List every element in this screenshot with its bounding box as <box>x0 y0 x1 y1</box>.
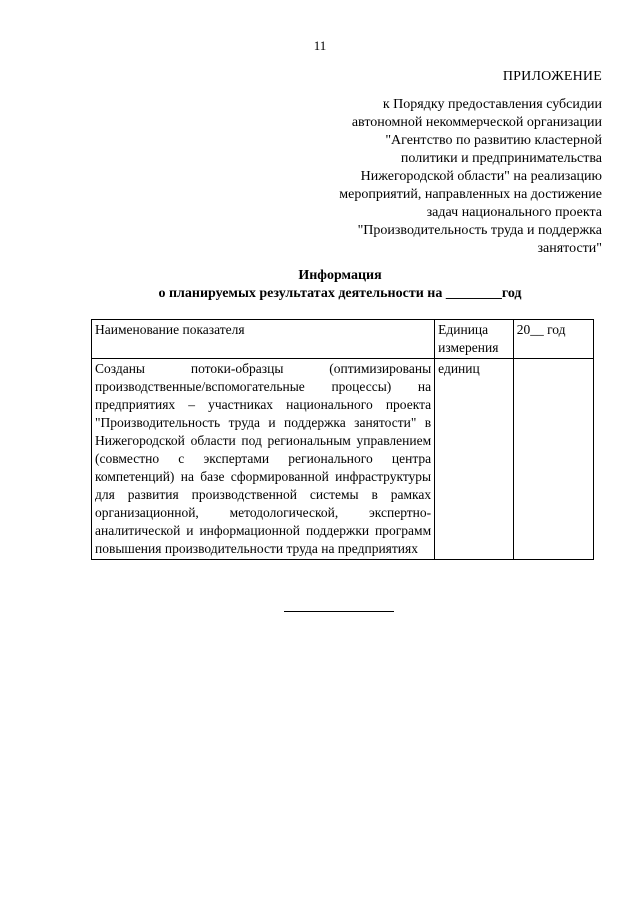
appendix-line: занятости" <box>537 241 602 256</box>
document-title: Информация <box>298 268 382 283</box>
table-row <box>92 359 594 560</box>
page-number: 11 <box>313 38 327 53</box>
appendix-line: "Агентство по развитию кластерной <box>385 133 602 148</box>
header-indicator-name: Наименование показателя <box>92 320 435 359</box>
document-subtitle: о планируемых результатах деятельности на ________год <box>158 286 522 301</box>
footer-divider <box>284 611 394 612</box>
header-year: 20__ год <box>513 320 593 359</box>
appendix-line: задач национального проекта <box>426 205 602 220</box>
header-unit: Единица измерения <box>435 320 514 359</box>
table-header-row <box>92 320 594 359</box>
appendix-title: ПРИЛОЖЕНИЕ <box>502 69 602 84</box>
cell-indicator-name: Созданы потоки-образцы (оптимизированы производственные/вспомогательные процессы) на предприятиях – участниках национального проекта "Производительность труда и поддержка занятости" в Нижегородской области под региональным управлением (совместно с экспертами регионального центра компетенций) на базе сформированной инфраструктуры для развития производственной системы в рамках организационной, методологической, экспертно-аналитической и информационной поддержки программ повышения производительности труда на предприятиях <box>92 359 435 560</box>
appendix-line: к Порядку предоставления субсидии <box>382 97 602 112</box>
appendix-line: "Производительность труда и поддержка <box>357 223 602 238</box>
appendix-line: политики и предпринимательства <box>400 151 602 166</box>
appendix-reference <box>339 96 602 258</box>
cell-year-value <box>513 359 593 560</box>
appendix-line: автономной некоммерческой организации <box>351 115 602 130</box>
appendix-line: Нижегородской области" на реализацию <box>360 169 602 184</box>
indicators-table <box>91 319 594 560</box>
cell-unit: единиц <box>435 359 514 560</box>
appendix-line: мероприятий, направленных на достижение <box>339 187 602 202</box>
